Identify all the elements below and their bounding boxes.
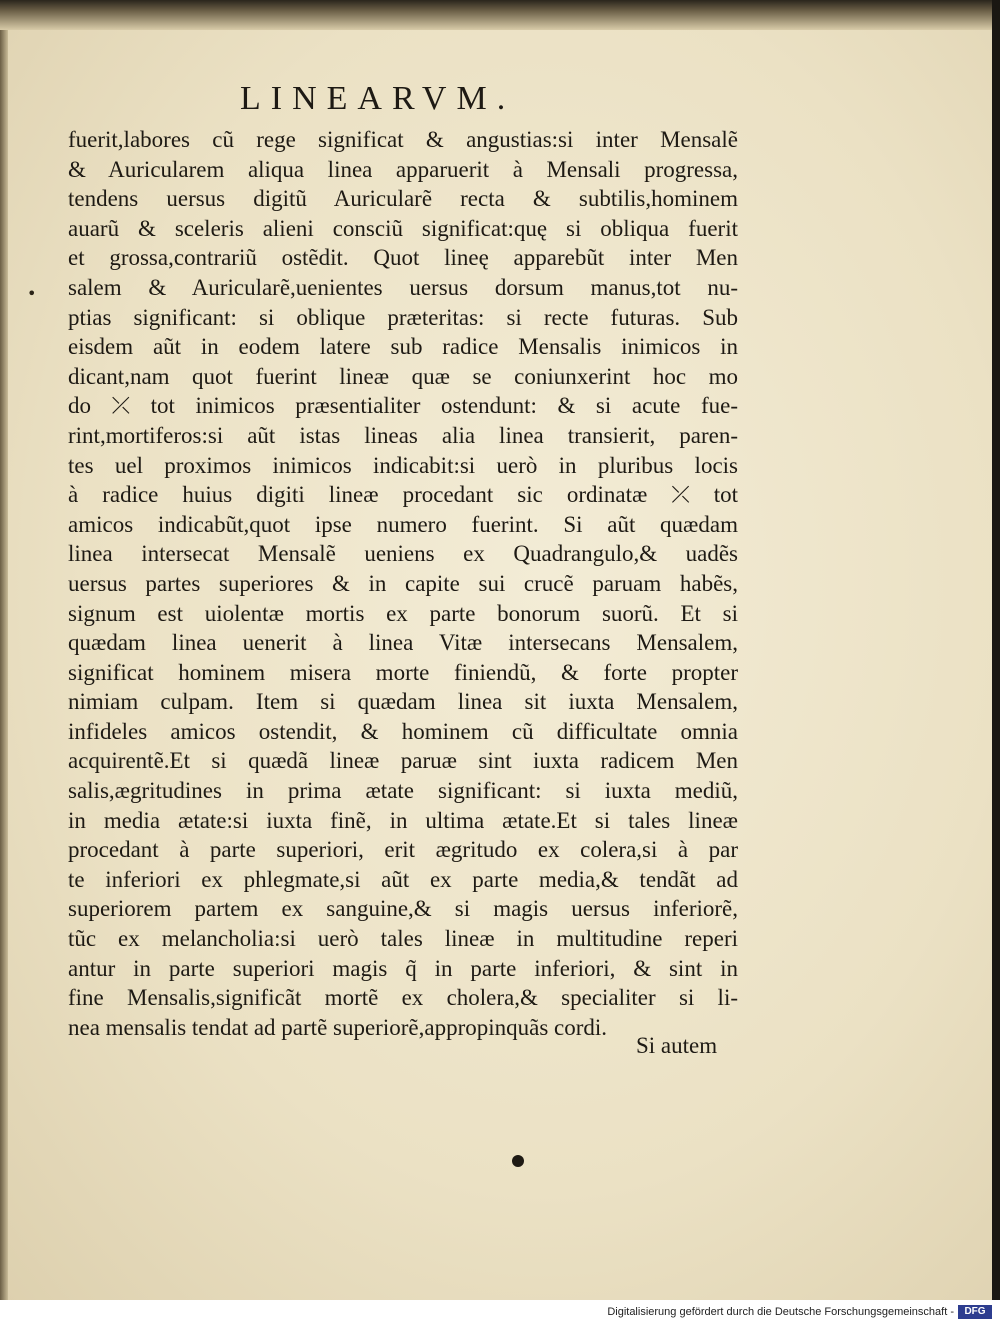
signature-dot bbox=[512, 1155, 524, 1167]
text-line: tũc ex melancholia:si uerò tales lineæ in multitudine reperi bbox=[68, 926, 738, 952]
text-line: tendens uersus digitũ Auricularẽ recta & subtilis,hominem bbox=[68, 186, 738, 212]
text-line: te inferiori ex phlegmate,si aũt ex parte media,& tendãt ad bbox=[68, 866, 738, 892]
dfg-logo: DFG bbox=[958, 1305, 992, 1319]
text-line: nimiam culpam. Item si quædam linea sit iuxta Mensalem, bbox=[68, 689, 738, 715]
page-left-edge bbox=[0, 0, 8, 1300]
text-line: dicant,nam quot fuerint lineæ quæ se coniunxerint hoc mo bbox=[68, 363, 738, 389]
text-line: uersus partes superiores & in capite sui crucẽ paruam habẽs, bbox=[68, 570, 738, 596]
footer-credit: Digitalisierung gefördert durch die Deutsche Forschungsgemeinschaft - bbox=[607, 1306, 954, 1318]
text-line: rint,mortiferos:si aũt istas lineas alia linea transierit, paren- bbox=[68, 422, 738, 448]
text-line: et grossa,contrariũ ostẽdit. Quot lineę apparebũt inter Men bbox=[68, 245, 738, 271]
text-line: nea mensalis tendat ad partẽ superiorẽ,appropinquãs cordi. bbox=[68, 1014, 608, 1040]
text-line: do ⤫ tot inimicos præsentialiter ostendunt: & si acute fue- bbox=[68, 393, 738, 419]
text-line: à radice huius digiti lineæ procedant sic ordinatæ ⤫ tot bbox=[68, 482, 738, 508]
text-line: signum est uiolentæ mortis ex parte bonorum suorũ. Et si bbox=[68, 600, 738, 626]
text-line: quædam linea uenerit à linea Vitæ intersecans Mensalem, bbox=[68, 630, 738, 656]
text-line: eisdem aũt in eodem latere sub radice Mensalis inimicos in bbox=[68, 334, 738, 360]
text-line: auarũ & sceleris alieni consciũ significat:quę si obliqua fuerit bbox=[68, 215, 738, 241]
margin-mark: • bbox=[27, 284, 37, 303]
catchword: Si autem bbox=[636, 1033, 718, 1058]
text-line: ptias significant: si oblique præteritas: si recte futuras. Sub bbox=[68, 304, 738, 330]
running-header: LINEARVM. bbox=[240, 80, 516, 117]
text-block bbox=[68, 125, 738, 1042]
text-line: procedant à parte superiori, erit ægritudo ex colera,si à par bbox=[68, 837, 738, 863]
text-line: salis,ægritudines in prima ætate significant: si iuxta mediũ, bbox=[68, 778, 738, 804]
text-line: acquirentẽ.Et si quædã lineæ paruæ sint iuxta radicem Men bbox=[68, 748, 738, 774]
text-line: salem & Auricularẽ,uenientes uersus dorsum manus,tot nu- bbox=[68, 274, 738, 300]
text-line: in media ætate:si iuxta finẽ, in ultima ætate.Et si tales lineæ bbox=[68, 807, 738, 833]
text-line: antur in parte superiori magis q̃ in parte inferiori, & sint in bbox=[68, 955, 738, 981]
text-line: fine Mensalis,significãt mortẽ ex cholera,& specialiter si li- bbox=[68, 985, 738, 1011]
text-line: fuerit,labores cũ rege significat & angustias:si inter Mensalẽ bbox=[68, 127, 738, 152]
footer-bar bbox=[0, 1300, 1000, 1325]
text-line: linea intersecat Mensalẽ ueniens ex Quadrangulo,& uadẽs bbox=[68, 541, 738, 567]
text-line: tes uel proximos inimicos indicabit:si uerò in pluribus locis bbox=[68, 452, 738, 478]
text-line: significat hominem misera morte finiendũ, & forte propter bbox=[68, 659, 738, 685]
text-line: & Auricularem aliqua linea apparuerit à Mensali progressa, bbox=[68, 156, 738, 182]
text-line: infideles amicos ostendit, & hominem cũ difficultate omnia bbox=[68, 718, 738, 744]
page-top-edge bbox=[0, 0, 992, 30]
text-line: superiorem partem ex sanguine,& si magis uersus inferiorẽ, bbox=[68, 896, 738, 922]
text-line: amicos indicabũt,quot ipse numero fuerint. Si aũt quædam bbox=[68, 511, 738, 537]
